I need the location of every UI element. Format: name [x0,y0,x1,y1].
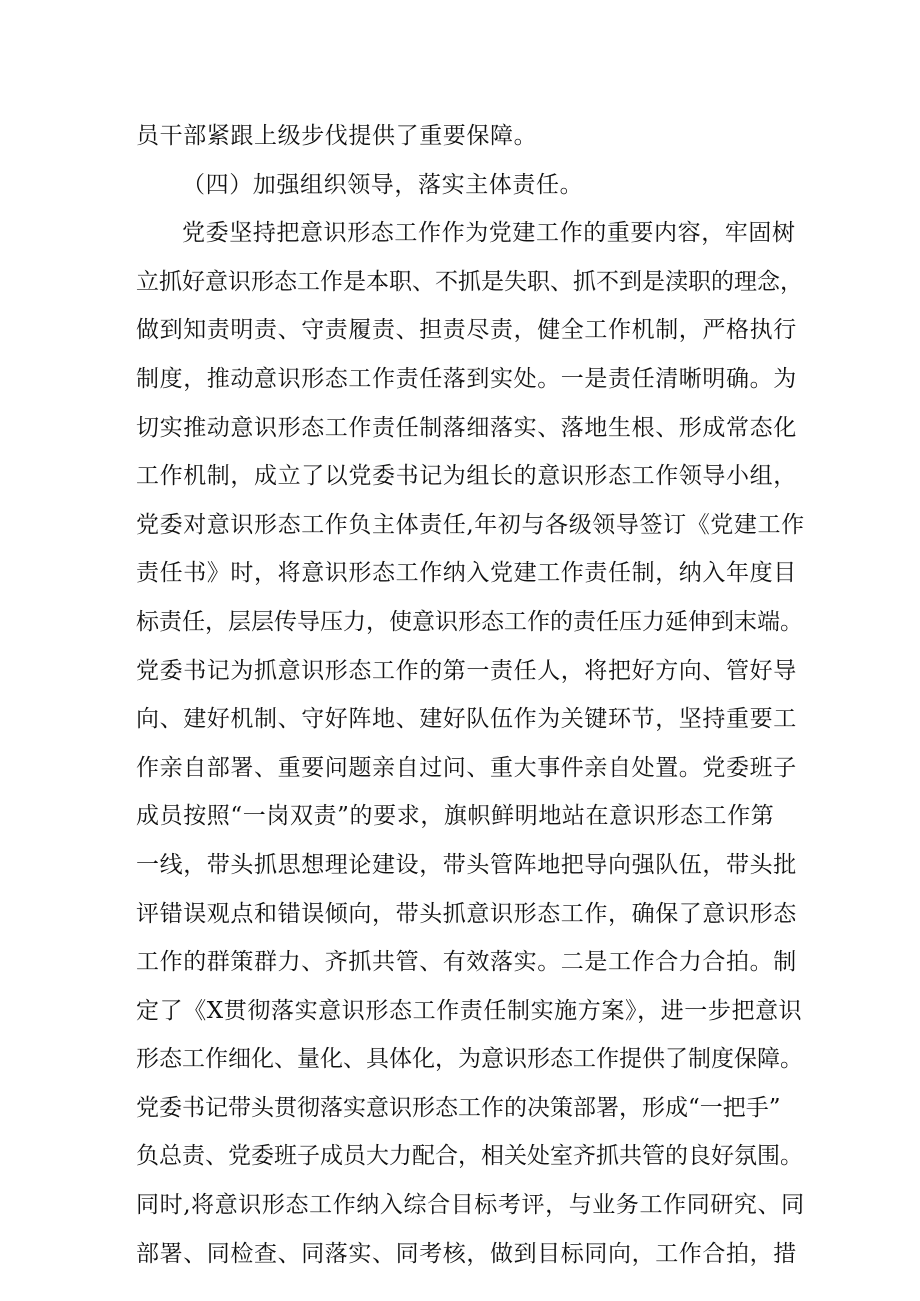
text-line: 工作机制，成立了以党委书记为组长的意识形态工作领导小组， [136,463,797,490]
text-line: 党委书记为抓意识形态工作的第一责任人，将把好方向、管好导 [136,657,797,684]
text-line: 部署、同检查、同落实、同考核，做到目标同向，工作合拍，措 [136,1240,797,1267]
text-line: 立抓好意识形态工作是本职、不抓是失职、抓不到是渎职的理念， [136,268,803,295]
text-line: 标责任，层层传导压力，使意识形态工作的责任压力延伸到末端。 [136,608,803,635]
body-text [136,112,805,1278]
text-line: 同时,将意识形态工作纳入综合目标考评，与业务工作同研究、同 [136,1192,805,1219]
text-line: 切实推动意识形态工作责任制落细落实、落地生根、形成常态化 [136,414,797,441]
text-line: 制度，推动意识形态工作责任落到实处。一是责任清晰明确。为 [136,365,797,392]
text-line: 向、建好机制、守好阵地、建好队伍作为关键环节，坚持重要工 [136,706,797,733]
text-line: 党委坚持把意识形态工作作为党建工作的重要内容，牢固树 [182,220,796,247]
text-line: 作亲自部署、重要问题亲自过问、重大事件亲自处置。党委班子 [136,754,797,781]
text-line: 评错误观点和错误倾向，带头抓意识形态工作，确保了意识形态 [136,900,797,927]
text-line: 成员按照“一岗双责”的要求，旗帜鲜明地站在意识形态工作第 [136,803,775,830]
text-line: 责任书》时，将意识形态工作纳入党建工作责任制，纳入年度目 [136,560,797,587]
text-line: 形态工作细化、量化、具体化，为意识形态工作提供了制度保障。 [136,1046,803,1073]
text-line: 一线，带头抓思想理论建设，带头管阵地把导向强队伍，带头批 [136,851,797,878]
text-line: 定了《X贯彻落实意识形态工作责任制实施方案》，进一步把意识 [136,997,803,1024]
text-line: 党委对意识形态工作负主体责任,年初与各级领导签订《党建工作 [136,511,805,538]
section-heading: （四）加强组织领导，落实主体责任。 [182,171,584,198]
text-line: 员干部紧跟上级步伐提供了重要保障。 [136,123,538,149]
text-line: 做到知责明责、守责履责、担责尽责，健全工作机制，严格执行 [136,317,797,344]
text-line: 负总责、党委班子成员大力配合，相关处室齐抓共管的良好氛围。 [136,1143,803,1170]
text-line: 党委书记带头贯彻落实意识形态工作的决策部署，形成“一把手” [136,1094,781,1121]
text-line: 工作的群策群力、齐抓共管、有效落实。二是工作合力合拍。制 [136,949,797,976]
